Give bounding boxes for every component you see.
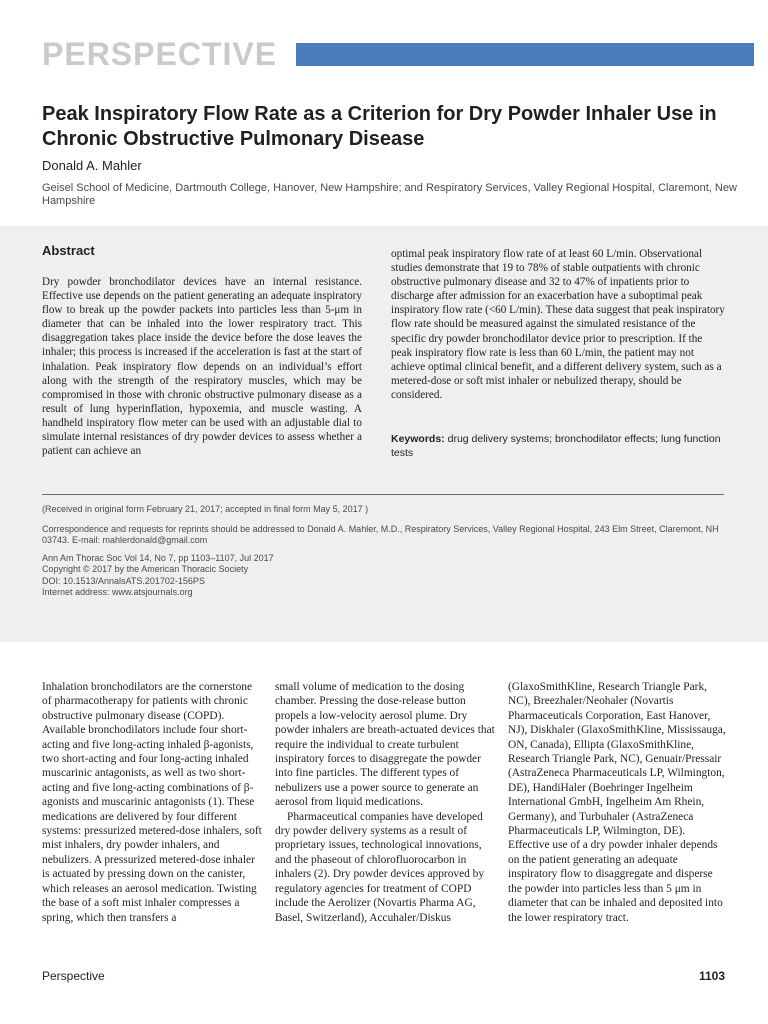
abstract-text-part2: optimal peak inspiratory flow rate of at least 60 L/min. Observational studies demonstrate that 19 to 78% of stable outpatients with chronic obstructive pulmonary disease and 32 to 47% of inpatients prior to discharge after admission for an exacerbation have a suboptimal peak inspiratory flow rate (<60 L/min). These data suggest that peak inspiratory flow rate should be measured against the simulated resistance of the specific dry powder bronchodilator device prior to prescription. If the peak inspiratory flow rate is less than 60 L/min, the patient may not achieve optimal clinical benefit, and a different delivery system, such as a metered-dose or soft mist inhaler or nebulized therapy, should be considered.	[391, 248, 725, 401]
article-title: Peak Inspiratory Flow Rate as a Criterion for Dry Powder Inhaler Use in Chronic Obstructive Pulmonary Disease	[42, 103, 717, 150]
body-paragraph: small volume of medication to the dosing chamber. Pressing the dose-release button propels a low-velocity aerosol plume. Dry powder inhalers are breath-actuated devices that require the individual to create turbulent inspiratory forces to disaggregate the powder into fine particles. The different types of nebulizers use a power source to generate an aerosol from liquid medications.	[275, 681, 495, 809]
meta-divider	[42, 494, 724, 495]
body-paragraph: Inhalation bronchodilators are the cornerstone of pharmacotherapy for patients with chronic obstructive pulmonary disease (COPD). Available bronchodilators include four short-acting and five long-acting inhaled β-agonists, two short-acting and four long-acting inhaled muscarinic antagonists, as well as two short-acting and five long-acting combinations of β-agonists and muscarinic antagonists (1). These medications are delivered by four different systems: pressurized metered-dose inhalers, soft mist inhalers, dry powder inhalers, and nebulizers. A pressurized metered-dose inhaler is actuated by pressing down on the canister, which releases an aerosol medication. Twisting the base of a soft mist inhaler compresses a spring, which then transfers a	[42, 681, 262, 924]
page-number: 1103	[698, 969, 725, 983]
keywords	[391, 432, 725, 460]
author-name: Donald A. Mahler	[42, 158, 142, 173]
abstract-text-part1: Dry powder bronchodilator devices have an internal resistance. Effective use depends on the patient generating an adequate inspiratory flow to break up the powder packets into particles less than 5-μm in diameter that can be inhaled into the lower respiratory tract. This disaggregation takes place inside the device before the dose leaves the inhaler; this process is increased if the acceleration is fast at the start of inhalation. Peak inspiratory flow depends on an individual’s effort along with the strength of the respiratory muscles, which may be compromised in those with chronic obstructive pulmonary disease as a result of lung hyperinflation, hypoxemia, and muscle wasting. A handheld inspiratory flow meter can be used with an adjustable dial to simulate internal resistances of dry powder devices to assess whether a patient can achieve an	[42, 276, 362, 458]
received-dates: (Received in original form February 21, 2017; accepted in final form May 5, 2017 )	[42, 504, 369, 514]
correspondence: Correspondence and requests for reprints should be addressed to Donald A. Mahler, M.D., Respiratory Services, Valley Regional Hospital, 243 Elm Street, Claremont, NH 03743. E-mail: mahlerdonald@gmail.com	[42, 524, 719, 546]
footer-section-label: Perspective	[42, 969, 105, 983]
section-accent-bar	[296, 43, 754, 66]
body-paragraph: Pharmaceutical companies have developed dry powder delivery systems as a result of proprietary issues, technological innovations, and the phaseout of chlorofluorocarbon in inhalers (2). Dry powder devices approved by regulatory agencies for treatment of COPD include the Aerolizer (Novartis Pharma AG, Basel, Switzerland), Accuhaler/Diskus	[275, 810, 485, 924]
doi: DOI: 10.1513/AnnalsATS.201702-156PS	[42, 575, 205, 586]
body-column-1	[42, 680, 262, 925]
keywords-label: Keywords:	[391, 433, 445, 445]
body-paragraph: (GlaxoSmithKline, Research Triangle Park, NC), Breezhaler/Neohaler (Novartis Pharmaceuticals Corporation, East Hanover, NJ), Diskhaler (GlaxoSmithKline, Mississauga, ON, Canada), Ellipta (GlaxoSmithKline, Research Triangle Park, NC), Genuair/Pressair (AstraZeneca Pharmaceuticals LP, Wilmington, DE), HandiHaler (Boehringer Ingelheim International GmbH, Ingelheim Am Rhein, Germany), and Turbuhaler (AstraZeneca Pharmaceuticals LP, Wilmington, DE). Effective use of a dry powder inhaler depends on the patient generating an adequate inspiratory flow to disaggregate and disperse the powder into particles less than 5 μm in diameter that can be inhaled and deposited into the lower respiratory tract.	[508, 681, 726, 924]
citation: Ann Am Thorac Soc Vol 14, No 7, pp 1103–1107, Jul 2017	[42, 553, 274, 563]
keywords-list: drug delivery systems; bronchodilator effects; lung function tests	[391, 433, 721, 459]
body-column-3	[508, 680, 728, 925]
copyright: Copyright © 2017 by the American Thoracic Society	[42, 564, 249, 575]
section-label: PERSPECTIVE	[42, 36, 278, 72]
author-affiliation: Geisel School of Medicine, Dartmouth College, Hanover, New Hampshire; and Respiratory Services, Valley Regional Hospital, Claremont, New Hampshire	[42, 182, 737, 207]
abstract-heading: Abstract	[42, 243, 95, 258]
internet-address: Internet address: www.atsjournals.org	[42, 587, 193, 598]
body-column-2	[275, 680, 495, 925]
